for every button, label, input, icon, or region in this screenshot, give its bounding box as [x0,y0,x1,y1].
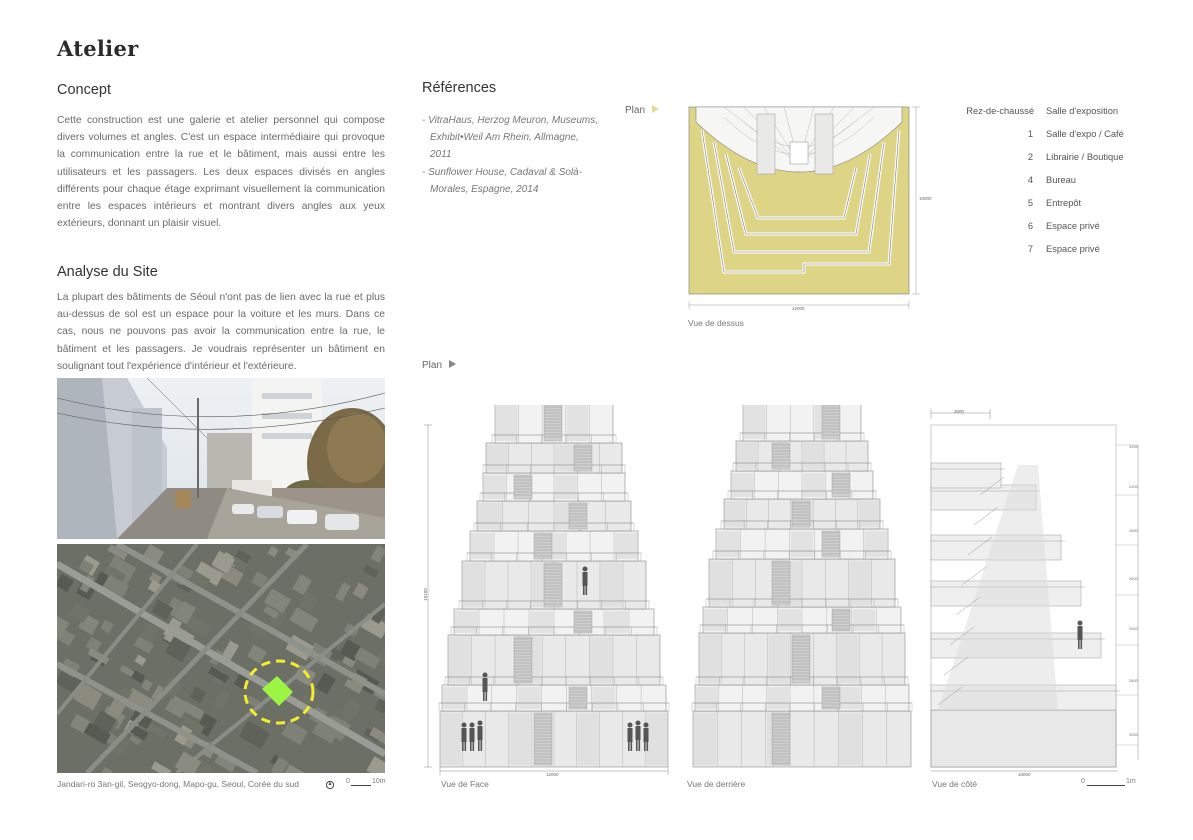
top-view-caption: Vue de dessus [688,318,744,328]
legend-label: Entrepôt [1046,198,1082,208]
legend-num: 5 [1027,198,1033,208]
triangle-right-icon [449,360,456,368]
concept-text: Cette construction est une galerie et atelier personnel qui compose divers volumes et angles. C'est un espace intermédiaire qui provoque la communication entre la rue et le bâtiment, mais aussi entre les utilisateurs et les passagers. Les deux espaces divisés en angles différents pour chaque étage exprimant visuellement la communication entre les espaces intérieurs et montrant divers angles aux yeux extérieurs, donnant un plaisir visuel. [57,115,385,230]
level-dim: 3000 [1129,732,1138,737]
side-view-caption: Vue de côté [932,779,978,789]
front-height-dim: 19100 [422,588,428,601]
elev-scale-label: 1m [1126,778,1136,785]
analysis-heading: Analyse du Site [57,264,158,280]
level-dim: 2850 [1129,528,1138,533]
site-scale-bar [351,785,371,786]
street-photo [57,378,385,539]
legend-num: 4 [1027,175,1033,185]
legend-num: 1 [1027,129,1033,139]
elev-scale-zero: 0 [1081,778,1085,785]
level-dim: 3300 [1129,444,1138,449]
side-top-dim: 3000 [954,409,965,414]
references-heading: Références [422,80,497,96]
level-dim: 2800 [1129,678,1138,683]
front-view-caption: Vue de Face [441,779,489,789]
legend-label: Espace privé [1046,244,1100,254]
room-legend [963,106,1163,266]
elevations-drawing [418,405,1150,780]
legend-num: 2 [1027,152,1033,162]
site-caption: Jandari-ro 3an-gil, Seogyo-dong, Mapo-gu, Seoul, Corée du sud [57,779,299,789]
north-arrow-icon [325,777,335,787]
page-title: Atelier [57,36,139,61]
reference-item: - VitraHaus, Herzog Meuron, Museums, Exhibit•Weil Am Rhein, Allmagne, 2011 [422,115,598,161]
analysis-text: La plupart des bâtiments de Séoul n'ont pas de lien avec la rue et plus au-dessus de sol est un espace pour la voiture et les murs. Dans ce cas, nous ne pouvons pas avoir la communication entre la rue, le bâtiment et les passagers. Je voudrais représenter un bâtiment en soulignant tout l'expérience d'intérieur et l'extérieure. [57,292,385,372]
plan-top-label [625,105,659,116]
triangle-right-icon [652,105,659,113]
level-dim: 2800 [1129,626,1138,631]
concept-heading: Concept [57,82,112,98]
level-dim: 2800 [1129,576,1138,581]
level-dim: 2400 [1129,484,1138,489]
plan-top-label-text: Plan [625,105,646,116]
elevations-label-text: Plan [422,360,443,371]
level-dims [1129,440,1149,770]
legend-label: Librairie / Boutique [1046,152,1124,162]
legend-num: 7 [1027,244,1033,254]
reference-item: - Sunflower House, Cadaval & Solà-Morales, Espagne, 2014 [422,166,583,195]
elev-scale-bar [1087,785,1125,786]
plan-height-dim: 10000 [919,196,932,201]
top-plan-drawing [684,102,934,317]
legend-label: Espace privé [1046,221,1100,231]
elevations-label [422,360,456,371]
site-scale-label: 10m [372,778,386,785]
legend-label: Salle d'expo / Café [1046,129,1124,139]
front-width-dim: 12000 [546,772,559,777]
side-width-dim: 10000 [1018,772,1031,777]
legend-floor-use: Salle d'exposition [1046,106,1119,116]
plan-width-dim: 12000 [792,306,805,311]
legend-label: Bureau [1046,175,1076,185]
aerial-site-map [57,544,385,773]
legend-num: 6 [1027,221,1033,231]
back-view-caption: Vue de derrière [687,779,746,789]
site-scale-zero: 0 [346,778,350,785]
references-list [422,112,602,198]
legend-floor: Rez-de-chaussé [966,106,1034,116]
